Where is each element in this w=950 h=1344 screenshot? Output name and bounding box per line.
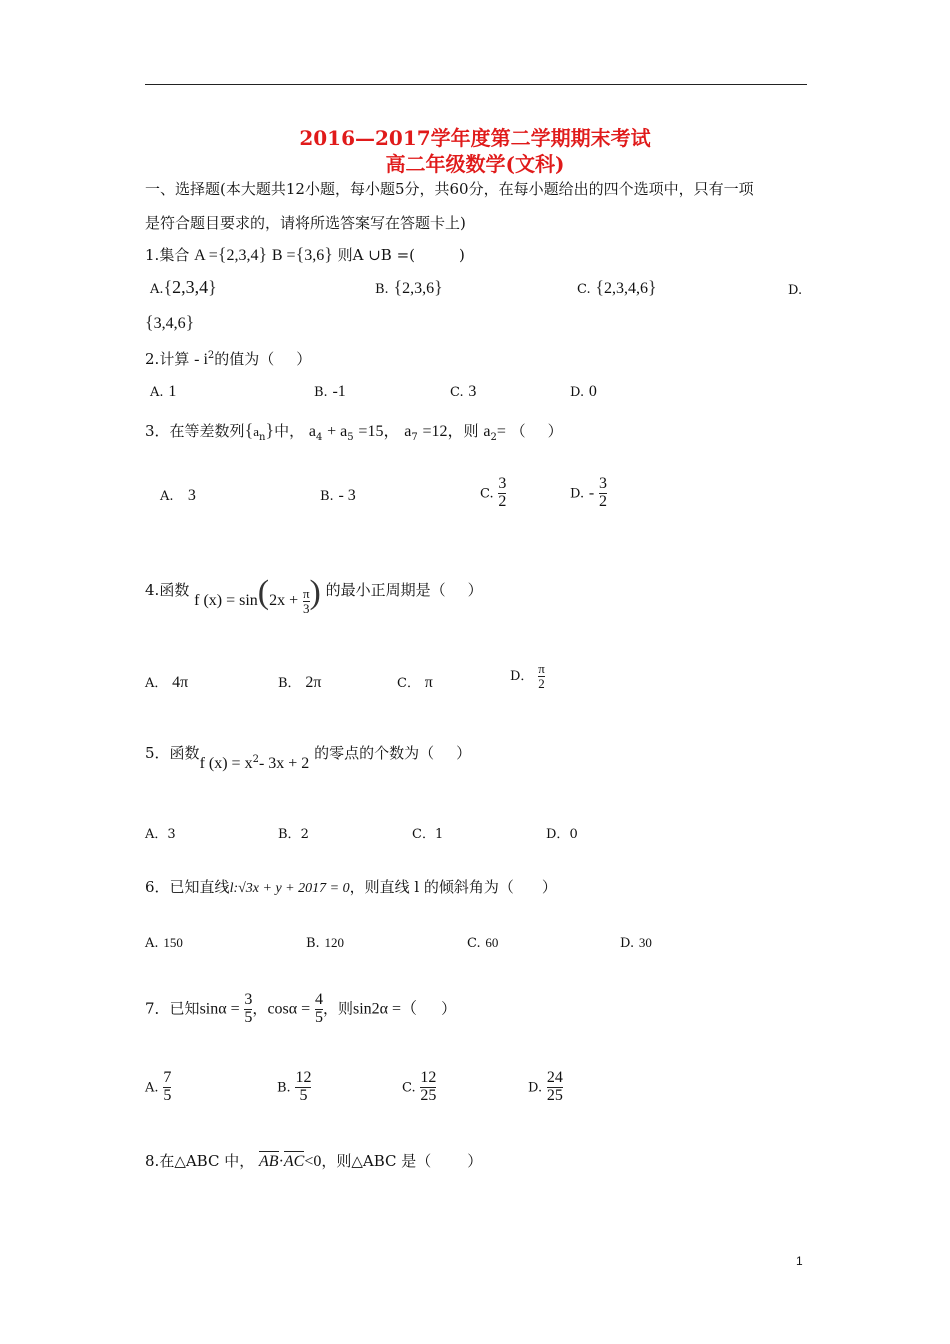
q6-option-b: B. 120	[306, 935, 344, 951]
question-8: 8.在△ABC 中， AB·AC<0，则△ABC 是（ ）	[145, 1152, 483, 1170]
q7-option-c: C. $\frac{12}{25}$	[402, 1069, 437, 1104]
exam-title: 2016—2017学年度第二学期期末考试	[299, 126, 651, 150]
q1-option-a: A.{2,3,4}	[150, 277, 217, 297]
q6-option-d: D. 30	[620, 935, 652, 951]
q7-option-a: A. $\frac{7}{5}$	[145, 1069, 172, 1104]
q7-option-d: D. $\frac{24}{25}$	[528, 1069, 563, 1104]
q4-option-c: C． π	[397, 674, 433, 691]
q3-option-a: A. 3	[160, 487, 196, 504]
q1-option-d-label: D.	[788, 283, 803, 298]
question-1: 1.集合 A ={2,3,4} B ={3,6} 则A ∪B =( )	[145, 244, 465, 264]
q3-option-d: D. - $\frac{3}{2}$	[570, 475, 607, 510]
q5-option-d: D．0	[546, 827, 578, 842]
q2-option-d: D. 0	[570, 383, 597, 400]
q2-option-a: A. 1	[150, 383, 177, 400]
q5-option-b: B．2	[278, 827, 309, 842]
question-7: 7．已知sinα = $\frac{3}{5}$ ，cosα = $\frac{4}{5}$ ，则sin2α =（ ）	[145, 991, 457, 1026]
page-number: 1	[796, 1254, 803, 1268]
q6-option-c: C. 60	[467, 935, 499, 951]
q7-option-b: B. $\frac{12}{5}$	[277, 1069, 312, 1104]
q6-option-a: A. 150	[145, 935, 183, 951]
q4-option-b: B． 2π	[278, 674, 322, 691]
q3-option-c: C. $\frac{3}{2}$	[480, 475, 507, 510]
question-5: 5．函数f $(x) = x^2-$ 3x + 2 的零点的个数为（ ）	[145, 744, 472, 772]
q5-option-a: A．3	[145, 827, 176, 842]
exam-subtitle: 高二年级数学(文科)	[385, 152, 565, 176]
q5-option-c: C．1	[412, 827, 444, 842]
q1-option-b: B. {2,3,6}	[375, 277, 443, 297]
question-6: 6．已知直线l:√3x + y + 2017 = 0，则直线 l 的倾斜角为（ ）	[145, 878, 557, 896]
q4-option-a: A． 4π	[145, 674, 189, 691]
question-3: 3．在等差数列$\{a_n\}$中， $a_4 + a_5 =15$， $a_7 =12$，则 $a_2=$ （ ）	[145, 420, 563, 443]
q3-option-b: B. - 3	[320, 487, 356, 504]
section-instructions-line2: 是符合题目要求的，请将所选答案写在答题卡上)	[145, 214, 466, 232]
q1-option-d-value: {3,4,6}	[145, 312, 195, 332]
q2-option-b: B. -1	[314, 383, 346, 400]
q4-option-d: D． $\frac{\pi}{2}$	[510, 661, 545, 691]
header-rule	[145, 84, 807, 85]
question-2: 2.计算 - $i^2$的值为（ ）	[145, 350, 312, 368]
question-4: 4.函数 f (x) = sin(2x + $\frac{\pi}{3}$ ) 的最小正周期是（ ）	[145, 574, 483, 616]
q1-option-c: C. {2,3,4,6}	[577, 277, 657, 297]
section-instructions-line1: 一、选择题(本大题共12小题，每小题5分，共60分，在每小题给出的四个选项中，只有一项	[145, 180, 754, 198]
q2-option-c: C. 3	[450, 383, 477, 400]
